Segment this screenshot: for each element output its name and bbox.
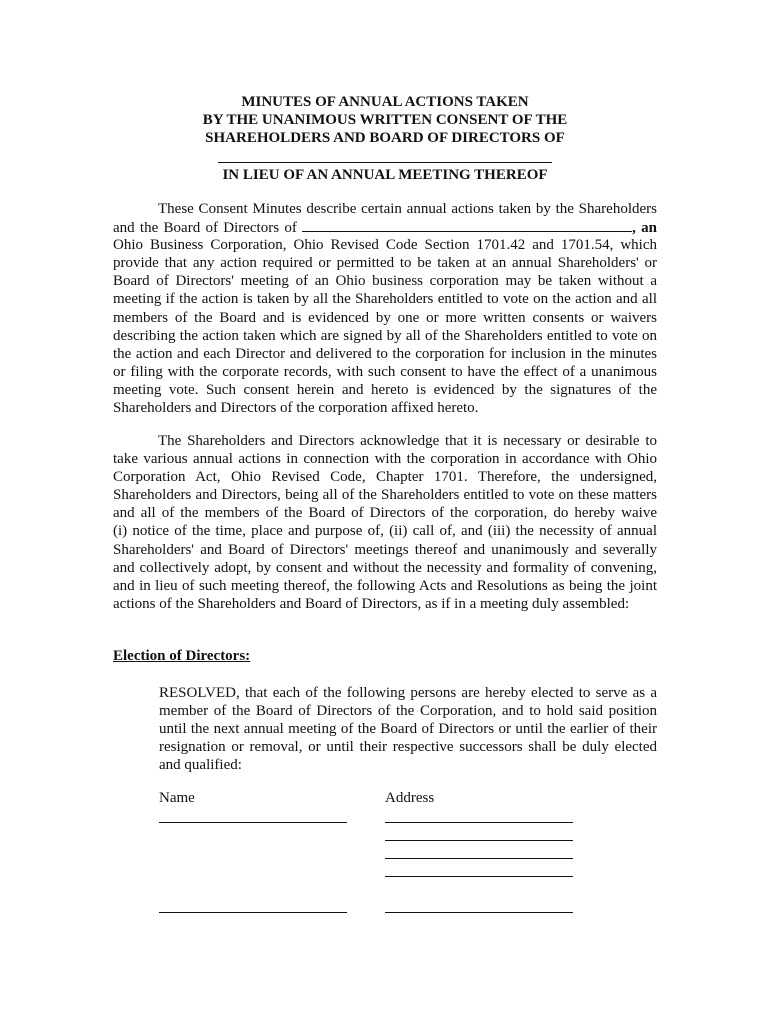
title-line-3: SHAREHOLDERS AND BOARD OF DIRECTORS OF bbox=[205, 130, 565, 146]
paragraph-line: take various annual actions in connection with the corporation in accordance with Ohio bbox=[113, 451, 657, 468]
corporation-name-blank bbox=[218, 162, 552, 163]
title-line-2: BY THE UNANIMOUS WRITTEN CONSENT OF THE bbox=[202, 112, 568, 128]
address-blank-1 bbox=[385, 822, 573, 823]
address-blank-3 bbox=[385, 858, 573, 859]
paragraph-line: Shareholders' and Board of Directors' meetings thereof and unanimously and severally bbox=[113, 541, 657, 558]
address-blank-4 bbox=[385, 876, 573, 877]
paragraph-text: , an bbox=[632, 220, 657, 237]
paragraph-line-with-blank bbox=[113, 218, 657, 236]
paragraph-line: Corporation Act, Ohio Revised Code, Chapter 1701. Therefore, the undersigned, bbox=[113, 469, 657, 486]
paragraph-line: Shareholders and Directors of the corporation affixed hereto. bbox=[113, 400, 479, 417]
paragraph-line: and collectively adopt, by consent and without the necessity and formality of convening, bbox=[113, 559, 657, 576]
resolution-line: member of the Board of Directors of the Corporation, and to hold said position bbox=[159, 703, 657, 720]
paragraph-line: The Shareholders and Directors acknowledge that it is necessary or desirable to bbox=[158, 433, 657, 449]
resolution-line: until the next annual meeting of the Board of Directors or until the earlier of their bbox=[159, 721, 657, 738]
paragraph-text: and the Board of Directors of bbox=[113, 220, 297, 237]
paragraph-consent-minutes bbox=[113, 200, 657, 417]
paragraph-line: These Consent Minutes describe certain annual actions taken by the Shareholders bbox=[158, 201, 657, 217]
resolution-line: RESOLVED, that each of the following persons are hereby elected to serve as a bbox=[159, 685, 657, 701]
paragraph-line: or filing with the corporate records, with such consent to have the effect of a unanimous bbox=[113, 363, 657, 380]
name-column-label: Name bbox=[159, 790, 195, 806]
name-blank-2 bbox=[159, 912, 347, 913]
section-heading-election: Election of Directors: bbox=[113, 648, 251, 664]
paragraph-line: describing the action taken which are signed by all of the Shareholders entitled to vote on bbox=[113, 327, 657, 344]
document-title bbox=[0, 93, 770, 147]
resolution-paragraph bbox=[159, 684, 657, 774]
paragraph-line: (i) notice of the time, place and purpose of, (ii) call of, and (iii) the necessity of annual bbox=[113, 523, 657, 540]
paragraph-line: meeting vote. Such consent herein and hereto is evidenced by the signatures of the bbox=[113, 381, 657, 398]
paragraph-line: Shareholders and Directors, being all of the Shareholders entitled to vote on these matters bbox=[113, 487, 657, 504]
paragraph-acknowledgement bbox=[113, 432, 657, 613]
title-line-1: MINUTES OF ANNUAL ACTIONS TAKEN bbox=[241, 94, 529, 110]
paragraph-line: provide that any action required or permitted to be taken at an annual Shareholders' or bbox=[113, 255, 657, 272]
resolution-line: and qualified: bbox=[159, 757, 242, 774]
paragraph-line: actions of the Shareholders and Board of Directors, as if in a meeting duly assembled: bbox=[113, 595, 630, 612]
paragraph-line: Ohio Business Corporation, Ohio Revised Code Section 1701.42 and 1701.54, which bbox=[113, 237, 657, 254]
address-blank-5 bbox=[385, 912, 573, 913]
paragraph-line: Board of Directors' meeting of an Ohio business corporation may be taken without a bbox=[113, 273, 657, 290]
paragraph-line: meeting if the action is taken by all the Shareholders entitled to vote on the action and all bbox=[113, 291, 657, 308]
resolution-line: resignation or removal, or until their respective successors shall be duly elected bbox=[159, 739, 657, 756]
paragraph-line: and all of the members of the Board of Directors of the corporation, do hereby waive bbox=[113, 505, 657, 522]
document-subtitle: IN LIEU OF AN ANNUAL MEETING THEREOF bbox=[222, 167, 548, 183]
paragraph-line: and in lieu of such meeting thereof, the following Acts and Resolutions as being the joint bbox=[113, 577, 657, 594]
address-column-label: Address bbox=[385, 790, 435, 806]
name-blank-1 bbox=[159, 822, 347, 823]
paragraph-line: the action and each Director and delivered to the corporation for inclusion in the minutes bbox=[113, 345, 657, 362]
address-blank-2 bbox=[385, 840, 573, 841]
paragraph-line: members of the Board and is evidenced by one or more written consents or waivers bbox=[113, 309, 657, 326]
board-name-blank bbox=[302, 218, 632, 232]
